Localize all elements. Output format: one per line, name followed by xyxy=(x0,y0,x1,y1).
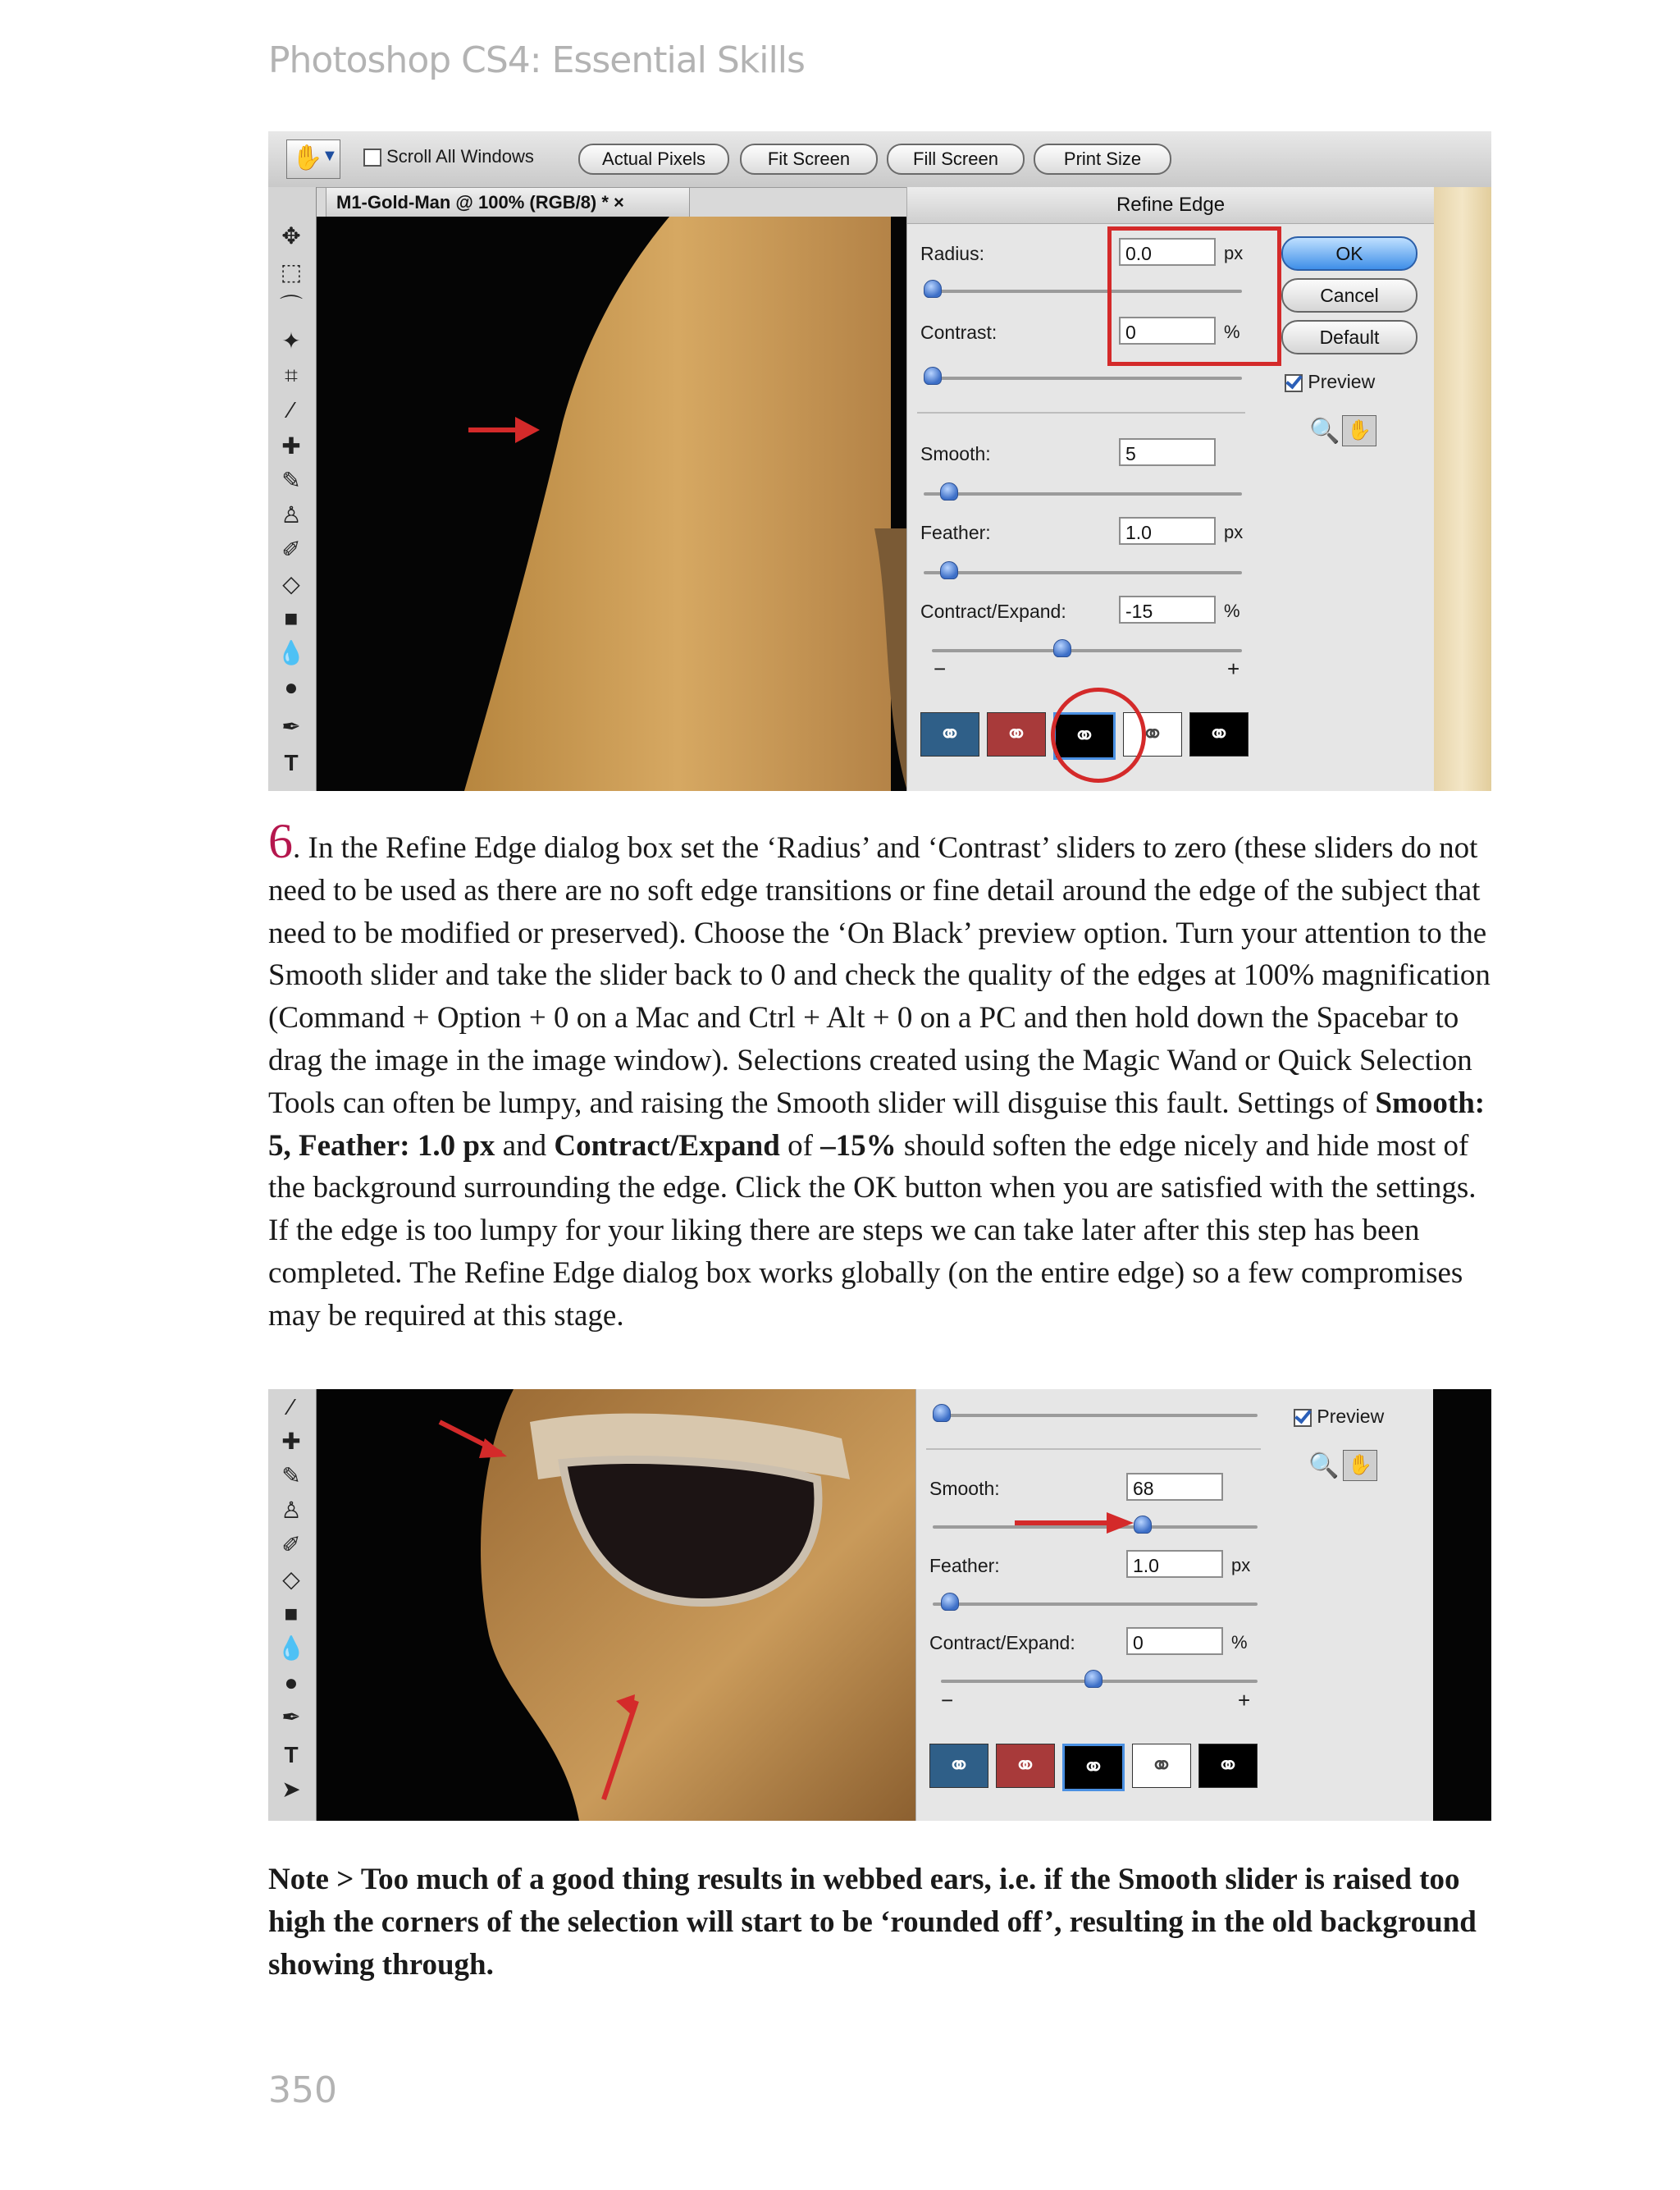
checkbox-checked-icon xyxy=(1285,374,1303,392)
move-tool-icon[interactable]: ✥ xyxy=(281,223,301,249)
on-black-preview-icon[interactable]: ⚭ xyxy=(1062,1744,1125,1791)
cancel-button[interactable]: Cancel xyxy=(1281,278,1418,313)
page-number: 350 xyxy=(268,2069,337,2111)
eyedropper-tool-icon[interactable]: ⁄ xyxy=(289,1394,294,1420)
feather-slider-track[interactable] xyxy=(924,571,1242,574)
mask-preview-icon[interactable]: ⚭ xyxy=(1189,712,1249,757)
feather-unit: px xyxy=(1224,522,1244,542)
step-text-3: of xyxy=(779,1128,821,1163)
contrast-unit: % xyxy=(1224,322,1240,342)
contract-expand-unit: % xyxy=(1224,601,1240,621)
contract-expand-slider-thumb[interactable] xyxy=(1053,639,1071,657)
minus-label: − xyxy=(934,656,947,681)
gradient-tool-icon[interactable]: ■ xyxy=(284,606,299,631)
figure-smooth-too-high xyxy=(268,1389,1491,1821)
actual-pixels-button[interactable]: Actual Pixels xyxy=(578,144,729,175)
mask-preview-icon[interactable]: ⚭ xyxy=(1198,1744,1258,1788)
dodge-tool-icon[interactable]: ● xyxy=(284,674,299,700)
smooth-label: Smooth: xyxy=(920,443,991,464)
clone-stamp-tool-icon[interactable]: ♙ xyxy=(281,1497,302,1523)
minus-label: − xyxy=(941,1688,954,1712)
magic-wand-tool-icon[interactable]: ✦ xyxy=(281,328,301,354)
contrast-slider-track[interactable] xyxy=(933,1414,1258,1417)
pen-tool-icon[interactable]: ✒ xyxy=(281,714,301,739)
checkbox-icon xyxy=(363,149,381,167)
feather-label: Feather: xyxy=(920,522,991,543)
note-text: Note > Too much of a good thing results in webbed ears, i.e. if the Smooth slider is raised too high the corners of the selection will start to be ‘rounded off’, resulting in the old background showing through. xyxy=(268,1863,1477,1982)
contrast-slider-thumb[interactable] xyxy=(924,367,942,385)
hand-tool-button[interactable] xyxy=(286,139,340,179)
radius-unit: px xyxy=(1224,243,1244,263)
highlight-circle xyxy=(1051,688,1146,783)
separator xyxy=(917,412,1245,414)
step-text-4: should soften the edge nicely and hide most of the background surrounding the edge. Click the OK button when you are satisfied with the settings. If the edge is too lumpy for your liking there are steps we can take later after this step has been completed. The Refine Edge dialog box works globally (on the entire edge) so a few compromises may be required at this stage. xyxy=(268,1128,1477,1333)
step-6-text xyxy=(268,814,1499,1337)
face-photo xyxy=(317,1389,915,1821)
plus-label: + xyxy=(1227,656,1240,681)
separator xyxy=(926,1448,1261,1450)
radius-slider-thumb[interactable] xyxy=(924,280,942,298)
on-white-preview-icon[interactable]: ⚭ xyxy=(1132,1744,1191,1788)
path-selection-tool-icon[interactable]: ➤ xyxy=(281,1776,301,1802)
preview-checkbox[interactable]: Preview xyxy=(1294,1406,1384,1428)
print-size-button[interactable]: Print Size xyxy=(1034,144,1171,175)
image-canvas xyxy=(317,1389,915,1821)
preview-mode-icons xyxy=(929,1744,1258,1791)
contract-expand-label: Contract/Expand: xyxy=(920,601,1066,622)
standard-preview-icon[interactable]: ⚭ xyxy=(920,712,979,757)
tools-panel xyxy=(268,1389,317,1821)
quick-mask-preview-icon[interactable]: ⚭ xyxy=(987,712,1046,757)
highlight-box xyxy=(1107,226,1281,366)
blur-tool-icon[interactable]: 💧 xyxy=(276,1635,306,1661)
running-header: Photoshop CS4: Essential Skills xyxy=(268,39,805,81)
on-white-preview-icon[interactable]: ⚭ xyxy=(1123,712,1182,757)
crop-tool-icon[interactable]: ⌗ xyxy=(285,363,298,388)
smooth-label: Smooth: xyxy=(929,1478,1000,1499)
dropdown-arrow-icon: ▼ xyxy=(322,147,338,165)
gradient-tool-icon[interactable]: ■ xyxy=(284,1601,299,1626)
step-text-2: and xyxy=(495,1128,555,1163)
smooth-field[interactable]: 5 xyxy=(1119,438,1216,466)
healing-brush-tool-icon[interactable]: ✚ xyxy=(281,433,301,459)
quick-mask-preview-icon[interactable]: ⚭ xyxy=(996,1744,1055,1788)
hand-tool-icon[interactable]: ✋ xyxy=(1342,415,1376,446)
feather-field[interactable]: 1.0 xyxy=(1126,1550,1223,1578)
feather-slider-thumb[interactable] xyxy=(941,1593,959,1611)
type-tool-icon[interactable]: T xyxy=(284,1742,299,1767)
hand-icon: ✋ xyxy=(292,144,323,171)
smooth-slider-track[interactable] xyxy=(924,492,1242,496)
on-black-preview-icon[interactable]: ⚭ xyxy=(1053,712,1116,760)
refine-edge-dialog xyxy=(906,187,1434,791)
contrast-slider-thumb[interactable] xyxy=(933,1404,951,1422)
preview-checkbox[interactable]: Preview xyxy=(1285,371,1375,393)
standard-preview-icon[interactable]: ⚭ xyxy=(929,1744,988,1788)
history-brush-tool-icon[interactable]: ✐ xyxy=(281,1532,301,1557)
checkbox-checked-icon xyxy=(1294,1409,1312,1427)
eyedropper-tool-icon[interactable]: ⁄ xyxy=(289,397,294,423)
ok-button[interactable]: OK xyxy=(1281,236,1418,271)
feather-label: Feather: xyxy=(929,1555,1000,1576)
contract-expand-slider-thumb[interactable] xyxy=(1084,1670,1102,1688)
smooth-slider-thumb[interactable] xyxy=(940,482,958,501)
contract-expand-slider-track[interactable] xyxy=(932,649,1242,652)
tools-panel xyxy=(268,187,317,791)
refine-edge-dialog-partial xyxy=(915,1389,1434,1821)
figure-refine-edge-dialog xyxy=(268,131,1491,791)
type-tool-icon[interactable]: T xyxy=(284,750,299,775)
step-text-1: In the Refine Edge dialog box set the ‘Radius’ and ‘Contrast’ sliders to zero (these sliders do not need to be used as there are no soft edge transitions or fine detail around the edge of the subject that need to be modified or preserved). Choose the ‘On Black’ preview option. Turn your attention to the Smooth slider and take the slider back to 0 and check the quality of the edges at 100% magnification (Command + Option + 0 on a Mac and Ctrl + Alt + 0 on a PC and then hold down the Spacebar to drag the image in the image window). Selections created using the Magic Wand or Quick Selection Tools can often be lumpy, and raising the Smooth slider will disguise this fault. Settings of xyxy=(268,831,1491,1120)
radius-field[interactable]: 0.0 xyxy=(1119,238,1216,266)
lasso-tool-icon[interactable]: ⌒ xyxy=(279,294,303,319)
contrast-slider-track[interactable] xyxy=(924,377,1242,380)
feather-field[interactable]: 1.0 xyxy=(1119,517,1216,545)
smooth-field[interactable]: 68 xyxy=(1126,1473,1223,1501)
dodge-tool-icon[interactable]: ● xyxy=(284,1670,299,1695)
step-bold-3: –15% xyxy=(820,1128,897,1163)
healing-brush-tool-icon[interactable]: ✚ xyxy=(281,1429,301,1454)
plus-label: + xyxy=(1238,1688,1251,1712)
feather-slider-thumb[interactable] xyxy=(940,561,958,579)
step-bold-1: Smooth: 5, Feather: 1.0 px xyxy=(268,1086,1486,1163)
step-bold-2: Contract/Expand xyxy=(554,1128,780,1163)
contrast-field[interactable]: 0 xyxy=(1119,317,1216,345)
default-button[interactable]: Default xyxy=(1281,320,1418,354)
background-texture xyxy=(1433,187,1491,791)
brush-tool-icon[interactable]: ✎ xyxy=(281,468,301,493)
blur-tool-icon[interactable]: 💧 xyxy=(276,640,306,665)
feather-slider-track[interactable] xyxy=(933,1602,1258,1606)
step-number: 6 xyxy=(268,814,293,868)
zoom-tool-icon[interactable]: 🔍 xyxy=(1308,1452,1340,1479)
options-toolbar xyxy=(268,131,1491,188)
radius-label: Radius: xyxy=(920,243,984,264)
feather-unit: px xyxy=(1231,1555,1251,1575)
history-brush-tool-icon[interactable]: ✐ xyxy=(281,537,301,562)
zoom-tool-icon[interactable]: 🔍 xyxy=(1309,418,1340,445)
contract-expand-field[interactable]: 0 xyxy=(1126,1627,1223,1655)
clone-stamp-tool-icon[interactable]: ♙ xyxy=(281,502,302,528)
contract-expand-field[interactable]: -15 xyxy=(1119,596,1216,624)
fit-screen-button[interactable]: Fit Screen xyxy=(740,144,878,175)
contract-expand-unit: % xyxy=(1231,1632,1248,1653)
brush-tool-icon[interactable]: ✎ xyxy=(281,1463,301,1488)
step-dot: . xyxy=(293,831,308,865)
contrast-label: Contrast: xyxy=(920,322,998,343)
red-arrow xyxy=(1015,1511,1138,1535)
eraser-tool-icon[interactable]: ◇ xyxy=(282,571,300,597)
fill-screen-button[interactable]: Fill Screen xyxy=(887,144,1025,175)
eraser-tool-icon[interactable]: ◇ xyxy=(282,1566,300,1592)
document-tab[interactable]: M1-Gold-Man @ 100% (RGB/8) * × xyxy=(326,187,690,218)
scroll-all-windows-checkbox[interactable]: Scroll All Windows xyxy=(363,146,534,167)
hand-tool-icon[interactable]: ✋ xyxy=(1343,1450,1377,1481)
image-edge xyxy=(1433,1389,1491,1821)
contract-expand-label: Contract/Expand: xyxy=(929,1632,1075,1653)
marquee-tool-icon[interactable]: ⬚ xyxy=(280,259,303,285)
pen-tool-icon[interactable]: ✒ xyxy=(281,1704,301,1730)
dialog-title: Refine Edge xyxy=(907,187,1434,224)
